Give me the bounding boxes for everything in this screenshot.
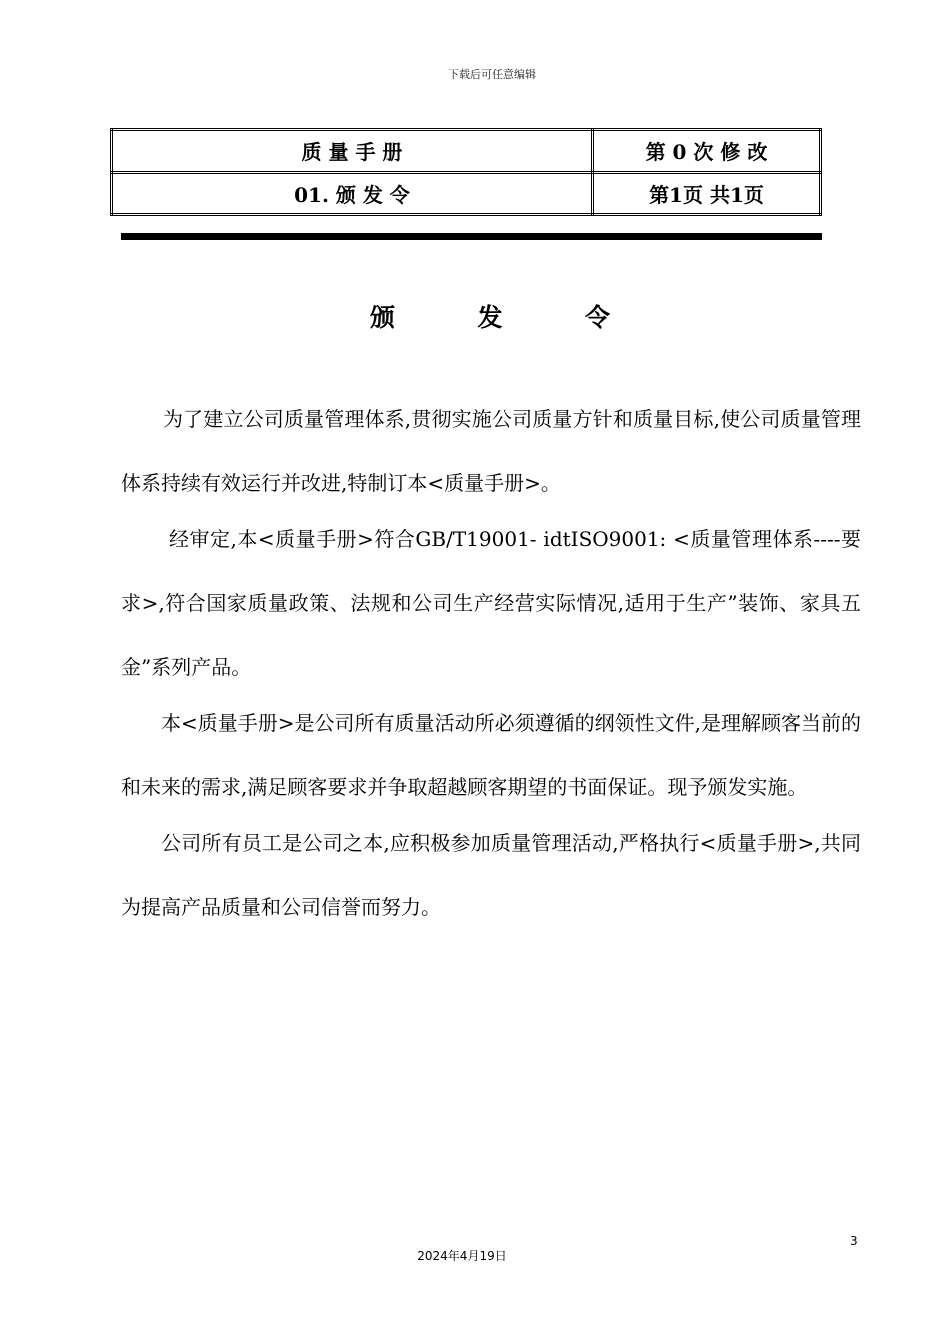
revision-cell: 第 0 次 修 改 (592, 130, 820, 173)
body-paragraph: 公司所有员工是公司之本,应积极参加质量管理活动,严格执行<质量手册>,共同为提高产品质量和公司信誉而努力。 (121, 831, 861, 919)
body-paragraph: 经审定,本<质量手册>符合GB/T19001- idtISO9001: <质量管理体系----要求>,符合国家质量政策、法规和公司生产经营实际情况,适用于生产”装饰、家具五金”系列产品。 (121, 527, 861, 679)
title-char: 发 (477, 303, 503, 332)
body-paragraph: 本<质量手册>是公司所有质量活动所必须遵循的纲领性文件,是理解顾客当前的和未来的需求,满足顾客要求并争取超越顾客期望的书面保证。现予颁发实施。 (121, 711, 861, 799)
document-body (121, 387, 861, 931)
document-header-table (110, 128, 822, 216)
header-row-1 (112, 130, 821, 173)
title-char: 颁 (370, 303, 396, 332)
page-number: 3 (850, 1234, 858, 1248)
document-title (370, 298, 610, 334)
manual-title-cell: 质 量 手 册 (112, 130, 593, 173)
footer-date: 2024年4月19日 (417, 1249, 507, 1263)
title-char: 令 (584, 303, 610, 332)
header-divider (121, 233, 822, 240)
top-note: 下载后可任意编辑 (448, 68, 536, 81)
page-info-cell: 第1页 共1页 (592, 172, 820, 215)
header-row-2 (112, 172, 821, 215)
body-paragraph: 为了建立公司质量管理体系,贯彻实施公司质量方针和质量目标,使公司质量管理体系持续有效运行并改进,特制订本<质量手册>。 (121, 407, 861, 495)
section-cell: 01. 颁 发 令 (112, 172, 593, 215)
